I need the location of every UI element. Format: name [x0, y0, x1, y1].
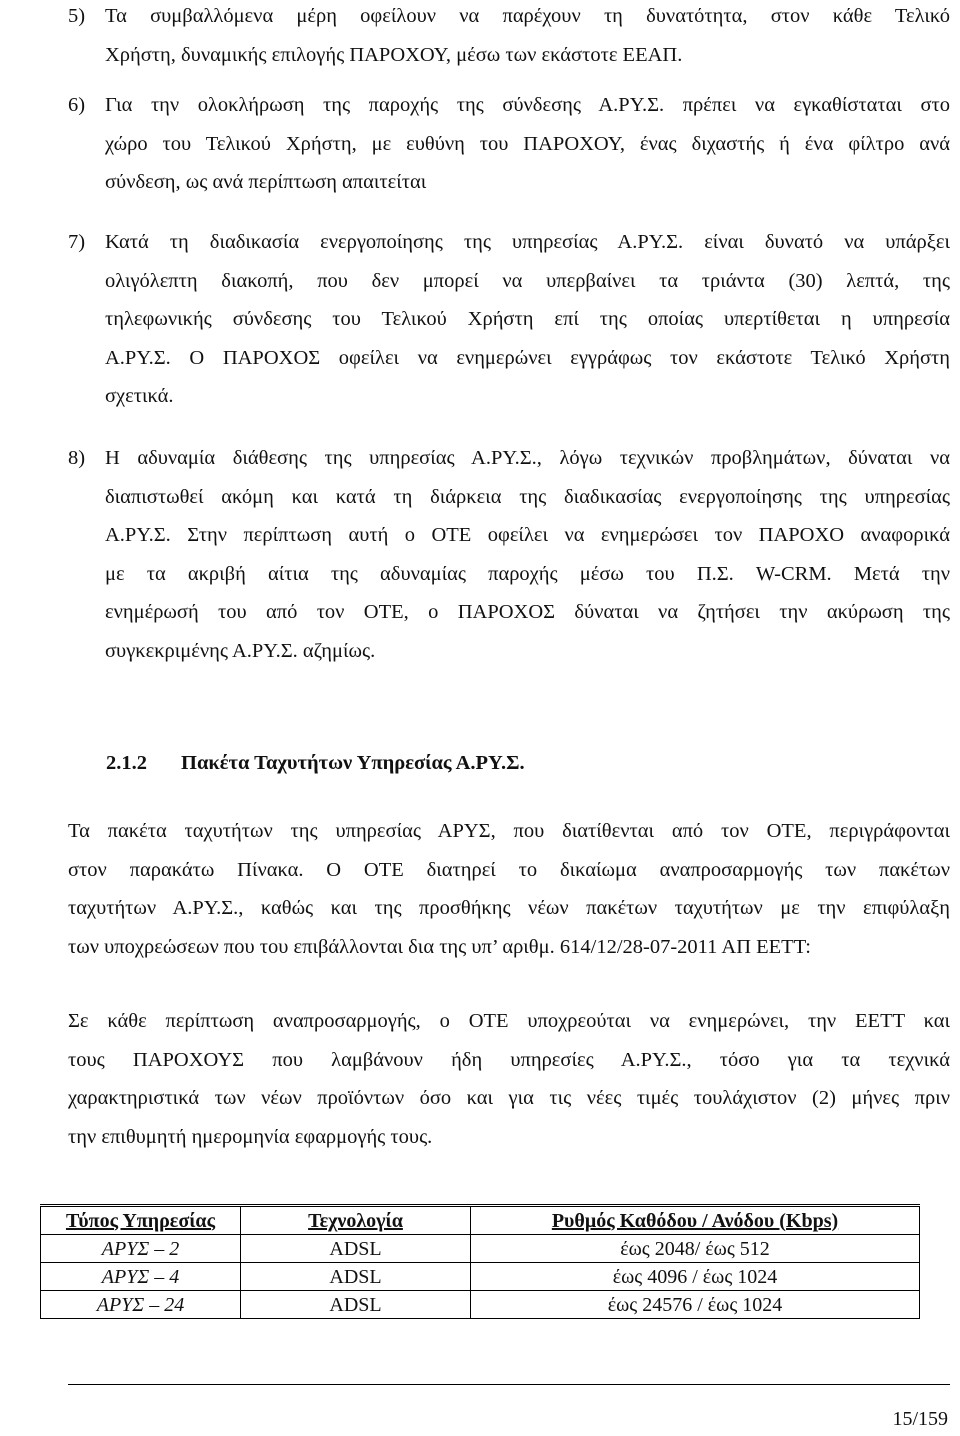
- footer-divider: [68, 1384, 950, 1385]
- list-item-7: [68, 223, 950, 416]
- text-line: σχετικά.: [105, 385, 174, 407]
- text-line: Σε κάθε περίπτωση αναπροσαρμογής, ο ΟΤΕ υποχρεούται να ενημερώνει, την ΕΕΤΤ και: [68, 1010, 950, 1032]
- column-header-service-type: Τύπος Υπηρεσίας: [41, 1206, 241, 1235]
- section-heading: [106, 752, 525, 775]
- list-item-number: 8): [68, 447, 86, 469]
- text-line: διαπιστωθεί ακόμη και κατά τη διάρκεια της διαδικασίας ενεργοποίησης της υπηρεσίας: [105, 485, 950, 508]
- text-line: συγκεκριμένης Α.ΡΥ.Σ. αζημίως.: [105, 639, 376, 662]
- table-row: [41, 1263, 920, 1291]
- list-item-8: [68, 439, 950, 670]
- table-row: [41, 1291, 920, 1319]
- table-cell-service: ΑΡΥΣ – 24: [41, 1291, 241, 1319]
- section-title: Πακέτα Ταχυτήτων Υπηρεσίας Α.ΡΥ.Σ.: [181, 752, 525, 774]
- page-number: 15/159: [892, 1408, 948, 1430]
- list-item-number: 7): [68, 231, 86, 253]
- list-item-number: 5): [68, 5, 86, 27]
- column-header-technology: Τεχνολογία: [241, 1206, 471, 1235]
- column-header-speed: Ρυθμός Καθόδου / Ανόδου (Kbps): [471, 1206, 920, 1235]
- table-cell-technology: ADSL: [241, 1263, 471, 1291]
- text-line: ολιγόλεπτη διακοπή, που δεν μπορεί να υπερβαίνει τα τριάντα (30) λεπτά, της: [105, 269, 950, 292]
- text-line: τους ΠΑΡΟΧΟΥΣ που λαμβάνουν ήδη υπηρεσίες Α.ΡΥ.Σ., τόσο για τα τεχνικά: [68, 1048, 950, 1071]
- table-cell-speed: έως 4096 / έως 1024: [471, 1263, 920, 1291]
- table-cell-technology: ADSL: [241, 1235, 471, 1263]
- text-line: ταχυτήτων Α.ΡΥ.Σ., καθώς και της προσθήκης νέων πακέτων ταχυτήτων με την επιφύλαξη: [68, 897, 950, 919]
- text-line: με τα ακριβή αίτια της αδυναμίας παροχής μέσω του Π.Σ. W-CRM. Μετά την: [105, 562, 950, 585]
- list-item-5: [68, 0, 950, 74]
- list-item-6: [68, 86, 950, 202]
- list-item-number: 6): [68, 94, 86, 116]
- text-line: χώρο του Τελικού Χρήστη, με ευθύνη του ΠΑΡΟΧΟΥ, ένας διχαστής ή ένα φίλτρο ανά: [105, 132, 950, 155]
- table-header-row: [41, 1206, 920, 1235]
- text-line: σύνδεση, ως ανά περίπτωση απαιτείται: [105, 171, 427, 193]
- section-number: 2.1.2: [106, 752, 147, 774]
- speed-packages-table: [40, 1204, 920, 1319]
- table-cell-speed: έως 2048/ έως 512: [471, 1235, 920, 1263]
- text-line: ενημέρωσή του από τον ΟΤΕ, ο ΠΑΡΟΧΟΣ δύναται να ζητήσει την ακύρωση της: [105, 601, 950, 623]
- text-line: Τα πακέτα ταχυτήτων της υπηρεσίας ΑΡΥΣ, που διατίθενται από τον ΟΤΕ, περιγράφονται: [68, 820, 950, 842]
- text-line: Α.ΡΥ.Σ. Ο ΠΑΡΟΧΟΣ οφείλει να ενημερώνει εγγράφως τον εκάστοτε Τελικό Χρήστη: [105, 346, 950, 369]
- text-line: χαρακτηριστικά των νέων προϊόντων όσο και για τις νέες τιμές τουλάχιστον (2) μήνες πριν: [68, 1087, 950, 1109]
- paragraph-adjustment: [68, 1002, 950, 1156]
- table-row: [41, 1235, 920, 1263]
- table-cell-service: ΑΡΥΣ – 2: [41, 1235, 241, 1263]
- text-line: στον παρακάτω Πίνακα. Ο ΟΤΕ διατηρεί το δικαίωμα αναπροσαρμογής των πακέτων: [68, 858, 950, 881]
- table-cell-service: ΑΡΥΣ – 4: [41, 1263, 241, 1291]
- text-line: Κατά τη διαδικασία ενεργοποίησης της υπηρεσίας Α.ΡΥ.Σ. είναι δυνατό να υπάρξει: [105, 231, 950, 253]
- text-line: την επιθυμητή ημερομηνία εφαρμογής τους.: [68, 1125, 433, 1148]
- text-line: Η αδυναμία διάθεσης της υπηρεσίας Α.ΡΥ.Σ., λόγω τεχνικών προβλημάτων, δύναται να: [105, 447, 950, 469]
- text-line: Για την ολοκλήρωση της παροχής της σύνδεσης Α.ΡΥ.Σ. πρέπει να εγκαθίσταται στο: [105, 94, 950, 116]
- table-cell-technology: ADSL: [241, 1291, 471, 1319]
- text-line: τηλεφωνικής σύνδεσης του Τελικού Χρήστη επί της οποίας υπερτίθεται η υπηρεσία: [105, 308, 950, 330]
- text-line: Τα συμβαλλόμενα μέρη οφείλουν να παρέχουν τη δυνατότητα, στον κάθε Τελικό: [105, 5, 950, 27]
- text-line: Α.ΡΥ.Σ. Στην περίπτωση αυτή ο ΟΤΕ οφείλει να ενημερώσει τον ΠΑΡΟΧΟ αναφορικά: [105, 524, 950, 546]
- text-line: των υποχρεώσεων που του επιβάλλονται δια της υπ’ αριθμ. 614/12/28-07-2011 ΑΠ ΕΕΤΤ:: [68, 935, 811, 958]
- text-line: Χρήστη, δυναμικής επιλογής ΠΑΡΟΧΟΥ, μέσω των εκάστοτε ΕΕΑΠ.: [105, 43, 683, 66]
- paragraph-speed-packages: [68, 812, 950, 966]
- table-cell-speed: έως 24576 / έως 1024: [471, 1291, 920, 1319]
